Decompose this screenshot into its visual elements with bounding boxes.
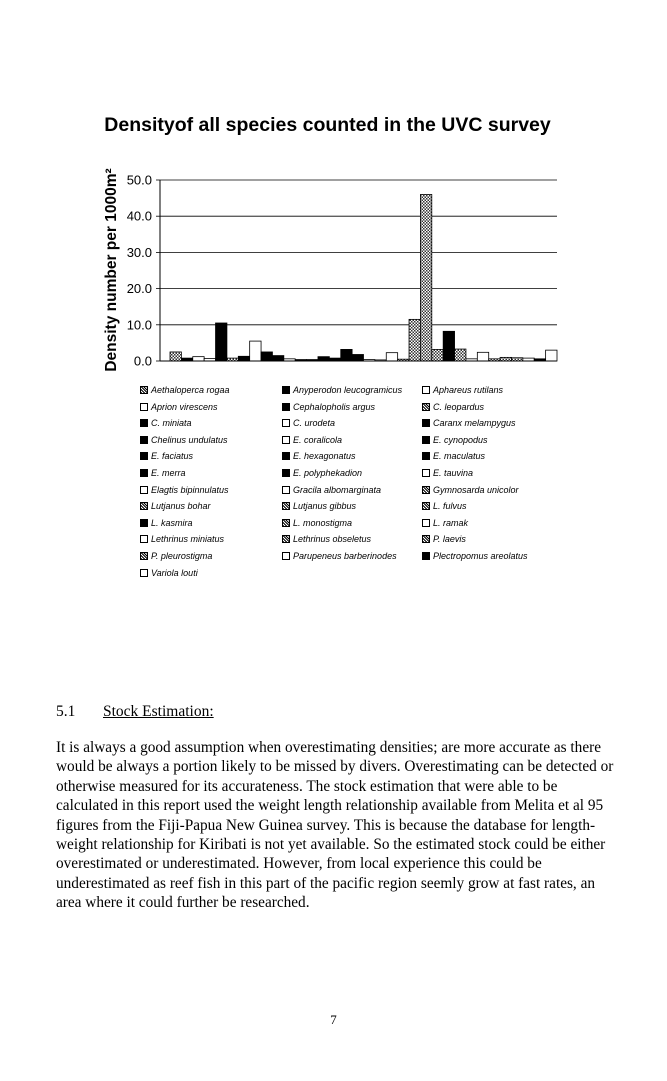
- chart-title: Densityof all species counted in the UVC survey: [104, 114, 551, 136]
- legend-label: P. laevis: [433, 534, 466, 545]
- legend-item: [422, 483, 560, 497]
- bar-e-polyphekadion: [352, 354, 363, 361]
- legend-item: [422, 516, 560, 530]
- legend-label: Parupeneus barberinodes: [293, 550, 397, 561]
- legend-swatch: [422, 403, 430, 411]
- legend-item: [282, 516, 422, 530]
- legend-item: [140, 433, 282, 447]
- legend-item: [140, 466, 282, 480]
- legend-swatch: [282, 502, 290, 510]
- legend-swatch: [140, 469, 148, 477]
- legend-swatch: [422, 486, 430, 494]
- legend-label: L. kasmira: [151, 517, 193, 528]
- legend-item: [282, 499, 422, 513]
- bar-c-miniata: [238, 356, 249, 361]
- legend-label: Caranx melampygus: [433, 418, 516, 429]
- y-tick-label: 0.0: [133, 353, 152, 369]
- bar-e-hexagonatus: [318, 357, 329, 361]
- legend-item: [140, 516, 282, 530]
- y-tick-label: 40.0: [126, 208, 152, 224]
- legend-label: Gymnosarda unicolor: [433, 484, 519, 495]
- legend-label: Aprion virescens: [151, 401, 218, 412]
- legend-item: [422, 499, 560, 513]
- legend-swatch: [422, 519, 430, 527]
- bar-lutjanus-gibbus: [420, 194, 431, 361]
- legend-label: L. fulvus: [433, 501, 467, 512]
- legend-label: E. coralicola: [293, 434, 343, 445]
- legend-swatch: [282, 486, 290, 494]
- chart-legend: [140, 383, 560, 580]
- legend-item: [140, 400, 282, 414]
- legend-swatch: [282, 419, 290, 427]
- legend-label: E. faciatus: [151, 451, 194, 462]
- legend-swatch: [422, 535, 430, 543]
- y-tick-label: 30.0: [126, 244, 152, 260]
- legend-label: Elagtis bipinnulatus: [151, 484, 229, 495]
- legend-label: C. miniata: [151, 418, 192, 429]
- legend-swatch: [422, 552, 430, 560]
- legend-item: [422, 549, 560, 563]
- legend-swatch: [422, 452, 430, 460]
- legend-label: E. polyphekadion: [293, 467, 363, 478]
- legend-swatch: [422, 502, 430, 510]
- section-number: 5.1: [56, 703, 76, 720]
- legend-label: E. maculatus: [433, 451, 486, 462]
- bar-e-merra: [341, 349, 352, 361]
- legend-label: Chelinus undulatus: [151, 434, 228, 445]
- legend-label: E. hexagonatus: [293, 451, 356, 462]
- legend-label: Lethrinus miniatus: [151, 534, 225, 545]
- legend-swatch: [140, 502, 148, 510]
- legend-swatch: [282, 552, 290, 560]
- legend-swatch: [140, 486, 148, 494]
- legend-swatch: [422, 436, 430, 444]
- y-tick-label: 10.0: [126, 317, 152, 333]
- legend-swatch: [140, 452, 148, 460]
- legend-label: Cephalopholis argus: [293, 401, 376, 412]
- legend-item: [422, 433, 560, 447]
- legend-item: [282, 532, 422, 546]
- legend-item: [282, 483, 422, 497]
- bar-l-monostigma: [455, 349, 466, 361]
- legend-item: [140, 383, 282, 397]
- legend-label: Lutjanus bohar: [151, 501, 211, 512]
- legend-label: Variola louti: [151, 567, 198, 578]
- legend-swatch: [140, 552, 148, 560]
- legend-label: L. ramak: [433, 517, 469, 528]
- legend-swatch: [282, 535, 290, 543]
- legend-item: [422, 449, 560, 463]
- bar-aethaloperca-rogaa: [170, 352, 181, 361]
- legend-label: E. cynopodus: [433, 434, 488, 445]
- legend-item: [140, 416, 282, 430]
- bar-chelinus-undulatus: [272, 356, 283, 361]
- y-tick-label: 50.0: [126, 172, 152, 188]
- legend-swatch: [282, 386, 290, 394]
- bar-gracila-albomarginata: [386, 353, 397, 361]
- bar-c-urodeta: [250, 341, 261, 361]
- legend-item: [282, 466, 422, 480]
- legend-item: [282, 433, 422, 447]
- legend-label: Aethaloperca rogaa: [151, 385, 230, 395]
- legend-item: [282, 549, 422, 563]
- legend-item: [422, 466, 560, 480]
- legend-swatch: [140, 569, 148, 577]
- legend-label: Lutjanus gibbus: [293, 501, 357, 512]
- legend-item: [422, 400, 560, 414]
- page-number: 7: [330, 1012, 337, 1027]
- bar-variola-louti: [546, 350, 557, 361]
- section-title: Stock Estimation:: [103, 703, 214, 720]
- legend-item: [140, 566, 282, 580]
- legend-item: [282, 400, 422, 414]
- bar-caranx-melampygus: [261, 352, 272, 361]
- legend-swatch: [140, 519, 148, 527]
- bar-lutjanus-bohar: [409, 319, 420, 361]
- legend-item: [422, 383, 560, 397]
- legend-label: Anyperodon leucogramicus: [293, 385, 403, 395]
- legend-swatch: [422, 386, 430, 394]
- legend-swatch: [140, 419, 148, 427]
- body-paragraph: It is always a good assumption when overestimating densities; are more accurate as there would be always a portion likely to be missed by divers. Overestimating can be detected or otherwise measured for its accurateness. The stock estimation that were able to be calculated in this report used the weight length relationship available from Melita et al 95 figures from the Fiji-Papua New Guinea survey. This is because the database for length-weight relationship for Kiribati is not yet available. So the estimated stock could be either overestimated or underestimated. However, from local experience this could be underestimated as reef fish in this part of the pacific region seemly grow at fast rates, an area where it could further be researched.: [56, 739, 614, 912]
- legend-swatch: [282, 469, 290, 477]
- legend-item: [422, 532, 560, 546]
- bar-chart: [0, 0, 667, 380]
- legend-label: Gracila albomarginata: [293, 484, 382, 495]
- legend-label: C. urodeta: [293, 418, 336, 429]
- bar-l-fulvus: [432, 349, 443, 361]
- bar-lethrinus-miniatus: [477, 352, 488, 361]
- legend-label: L. monostigma: [293, 517, 353, 528]
- legend-label: Lethrinus obseletus: [293, 534, 372, 545]
- legend-swatch: [422, 419, 430, 427]
- legend-label: C. leopardus: [433, 401, 485, 412]
- legend-item: [140, 532, 282, 546]
- legend-label: Plectropomus areolatus: [433, 550, 528, 561]
- legend-swatch: [282, 436, 290, 444]
- legend-swatch: [422, 469, 430, 477]
- legend-item: [140, 499, 282, 513]
- bar-aphareus-rutilans: [193, 357, 204, 361]
- legend-label: Aphareus rutilans: [433, 385, 504, 395]
- bar-cephalopholis-argus: [216, 323, 227, 361]
- legend-item: [282, 383, 422, 397]
- legend-label: E. merra: [151, 467, 186, 478]
- section-heading: [56, 703, 214, 721]
- legend-swatch: [140, 403, 148, 411]
- legend-swatch: [282, 452, 290, 460]
- legend-label: P. pleurostigma: [151, 550, 213, 561]
- legend-swatch: [140, 535, 148, 543]
- legend-item: [282, 449, 422, 463]
- legend-swatch: [140, 386, 148, 394]
- legend-item: [140, 549, 282, 563]
- legend-swatch: [282, 403, 290, 411]
- legend-item: [140, 483, 282, 497]
- legend-label: E. tauvina: [433, 467, 474, 478]
- y-axis-label: Density number per 1000m²: [103, 168, 120, 372]
- legend-item: [422, 416, 560, 430]
- legend-item: [282, 416, 422, 430]
- legend-swatch: [282, 519, 290, 527]
- legend-item: [140, 449, 282, 463]
- bar-p-laevis: [500, 357, 511, 361]
- y-tick-label: 20.0: [126, 281, 152, 297]
- bar-l-kasmira: [443, 331, 454, 361]
- legend-swatch: [140, 436, 148, 444]
